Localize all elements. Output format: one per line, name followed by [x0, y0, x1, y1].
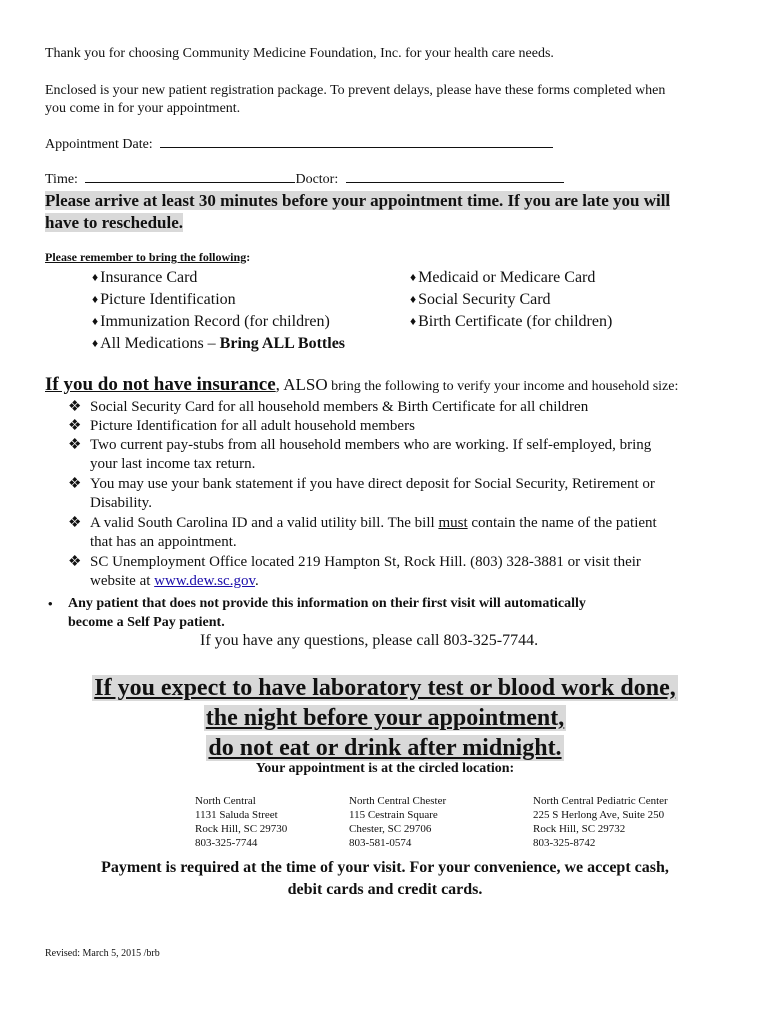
- list-item-label: Picture Identification for all adult household members: [90, 418, 415, 434]
- list-item: [68, 514, 728, 552]
- lab-warning-line3: [0, 733, 770, 763]
- location-phone: 803-325-7744: [195, 837, 258, 849]
- enclosed-text-line1: Enclosed is your new patient registration package. To prevent delays, please have these forms completed when: [45, 83, 666, 98]
- location-city: Chester, SC 29706: [349, 823, 432, 835]
- list-item-label: Insurance Card: [100, 269, 198, 286]
- list-item: [68, 398, 728, 417]
- list-item-label: contain the name of the patient: [467, 515, 657, 531]
- four-star-bullet-icon: ❖: [68, 399, 82, 415]
- enclosed-text-line2: you come in for your appointment.: [45, 101, 241, 116]
- list-item-label: Medicaid or Medicare Card: [418, 269, 596, 286]
- no-insurance-heading: [45, 374, 678, 396]
- lab-warning-line1: [0, 673, 770, 703]
- no-insurance-rest: bring the following to verify your income and household size:: [327, 379, 679, 394]
- list-item: [68, 553, 728, 591]
- diamond-bullet-icon: ♦: [92, 292, 99, 306]
- list-item-label: Disability.: [90, 495, 152, 511]
- location-name: North Central: [195, 795, 256, 807]
- doctor-label: Doctor:: [295, 172, 339, 187]
- list-item-label: .: [254, 573, 259, 589]
- time-blank[interactable]: [85, 181, 295, 183]
- dew-website-link[interactable]: www.dew.sc.gov: [154, 573, 255, 589]
- bring-heading-colon: :: [246, 250, 251, 264]
- four-star-bullet-icon: ❖: [68, 515, 82, 531]
- four-star-bullet-icon: ❖: [68, 554, 82, 570]
- diamond-bullet-icon: ♦: [92, 270, 99, 284]
- list-item-label: Picture Identification: [100, 291, 236, 308]
- location-north-central-pediatric: [533, 794, 668, 850]
- bring-heading: [45, 250, 250, 265]
- list-item-label: website at: [90, 573, 155, 589]
- appointment-date-row: [45, 137, 553, 153]
- list-item: [92, 313, 330, 331]
- revised-date: Revised: March 5, 2015 /brb: [45, 948, 160, 959]
- list-item: [92, 269, 197, 287]
- list-item: [68, 417, 728, 436]
- location-phone: 803-325-8742: [533, 837, 596, 849]
- list-item: [92, 335, 345, 353]
- time-doctor-row: [45, 172, 564, 188]
- location-name: North Central Chester: [349, 795, 447, 807]
- four-star-bullet-icon: ❖: [68, 437, 82, 453]
- arrival-notice-line1: Please arrive at least 30 minutes before your appointment time. If you are late you will: [45, 191, 671, 210]
- list-item: [68, 475, 728, 513]
- circled-location-note: Your appointment is at the circled location:: [255, 761, 515, 776]
- bring-bottles-text: Bring ALL Bottles: [219, 335, 346, 352]
- arrival-notice: [45, 190, 702, 234]
- list-item-label: Social Security Card: [418, 291, 551, 308]
- bring-heading-text: Please remember to bring the following: [45, 250, 247, 264]
- list-item-label: that has an appointment.: [90, 534, 237, 550]
- list-item: [92, 291, 236, 309]
- lab-warning-line3-text: do not eat or drink after midnight.: [208, 735, 562, 761]
- appointment-date-blank[interactable]: [160, 146, 553, 148]
- also-text: , ALSO: [275, 375, 328, 394]
- self-pay-line1: Any patient that does not provide this information on their first visit will automatically: [68, 596, 586, 611]
- location-north-central-chester: [349, 794, 446, 850]
- list-item-label: SC Unemployment Office located 219 Hampton St, Rock Hill. (803) 328-3881 or visit their: [90, 554, 641, 570]
- appointment-date-label: Appointment Date:: [45, 137, 153, 152]
- questions-text: If you have any questions, please call 803-325-7744.: [200, 632, 539, 649]
- list-item: [410, 269, 595, 287]
- self-pay-line2: become a Self Pay patient.: [68, 615, 225, 630]
- payment-notice: [0, 857, 770, 901]
- must-emphasis: must: [438, 515, 468, 531]
- thank-you-text: Thank you for choosing Community Medicine Foundation, Inc. for your health care needs.: [45, 46, 554, 61]
- payment-line2: debit cards and credit cards.: [287, 881, 483, 898]
- location-city: Rock Hill, SC 29730: [195, 823, 288, 835]
- lab-warning-line2: [0, 703, 770, 733]
- diamond-bullet-icon: ♦: [410, 292, 417, 306]
- diamond-bullet-icon: ♦: [410, 270, 417, 284]
- location-north-central: [195, 794, 287, 850]
- arrival-notice-line2: have to reschedule.: [45, 213, 184, 232]
- list-item-label: Two current pay-stubs from all household members who are working. If self-employed, bring: [90, 437, 652, 453]
- time-label: Time:: [45, 172, 78, 187]
- list-item: [68, 436, 728, 474]
- list-item: [410, 313, 612, 331]
- round-bullet-icon: •: [48, 596, 53, 611]
- four-star-bullet-icon: ❖: [68, 476, 82, 492]
- location-city: Rock Hill, SC 29732: [533, 823, 626, 835]
- list-item-label: Birth Certificate (for children): [418, 313, 613, 330]
- diamond-bullet-icon: ♦: [92, 314, 99, 328]
- lab-warning-line1-text: If you expect to have laboratory test or blood work done,: [94, 675, 676, 701]
- list-item-label: your last income tax return.: [90, 456, 256, 472]
- location-street: 225 S Herlong Ave, Suite 250: [533, 809, 665, 821]
- location-name: North Central Pediatric Center: [533, 795, 668, 807]
- list-item-label: All Medications –: [100, 335, 220, 352]
- diamond-bullet-icon: ♦: [410, 314, 417, 328]
- four-star-bullet-icon: ❖: [68, 418, 82, 434]
- doctor-blank[interactable]: [346, 181, 564, 183]
- self-pay-notice: [48, 594, 738, 632]
- lab-warning-line2-text: the night before your appointment,: [205, 705, 565, 731]
- list-item-label: A valid South Carolina ID and a valid utility bill. The bill: [90, 515, 439, 531]
- location-phone: 803-581-0574: [349, 837, 412, 849]
- list-item-label: Social Security Card for all household members & Birth Certificate for all children: [90, 399, 589, 415]
- payment-line1: Payment is required at the time of your visit. For your convenience, we accept cash,: [101, 859, 669, 876]
- list-item: [410, 291, 551, 309]
- location-street: 115 Cestrain Square: [349, 809, 438, 821]
- list-item-label: You may use your bank statement if you have direct deposit for Social Security, Retirement or: [90, 476, 655, 492]
- diamond-bullet-icon: ♦: [92, 336, 99, 350]
- location-street: 1131 Saluda Street: [195, 809, 278, 821]
- no-insurance-title: If you do not have insurance: [45, 374, 276, 395]
- list-item-label: Immunization Record (for children): [100, 313, 330, 330]
